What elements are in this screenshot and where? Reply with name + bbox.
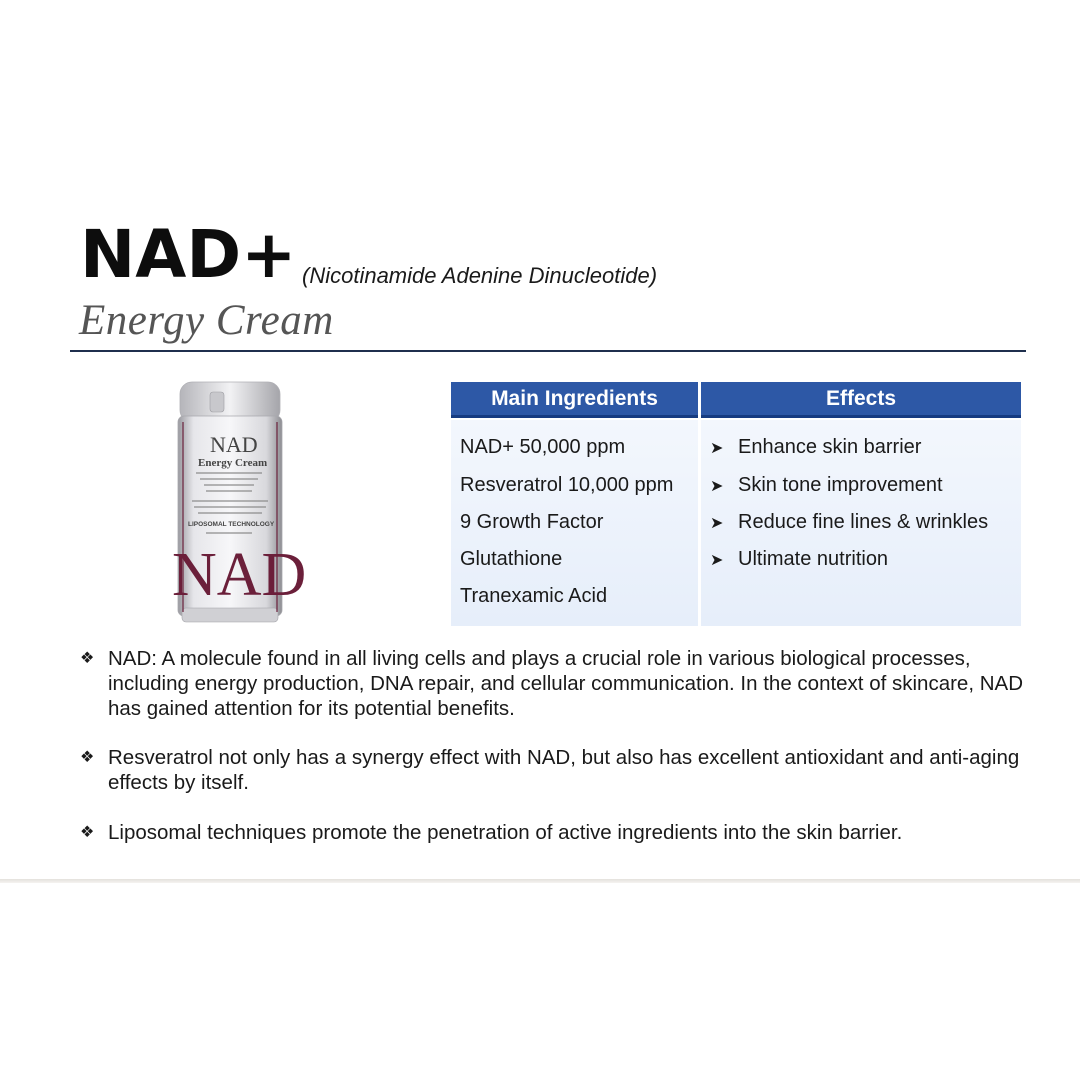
note-item [80, 820, 1030, 845]
ingredient-item: Glutathione [460, 548, 563, 570]
note-text: Resveratrol not only has a synergy effect with NAD, but also has excellent antioxidant and anti-aging effects by itself. [108, 746, 1020, 794]
arrowhead-icon: ➤ [710, 440, 724, 457]
effect-item: ➤ Skin tone improvement [710, 474, 943, 496]
note-text: NAD: A molecule found in all living cells and plays a crucial role in various biological processes, including energy production, DNA repair, and cellular communication. In the context of skincare, NAD has gained attention for its potential benefits. [108, 647, 1024, 720]
diamond-icon: ❖ [80, 824, 95, 841]
header-divider [70, 350, 1026, 352]
bottom-divider [0, 879, 1080, 883]
arrowhead-icon: ➤ [710, 515, 724, 532]
ingredient-item: Resveratrol 10,000 ppm [460, 474, 674, 496]
effect-item: ➤ Ultimate nutrition [710, 548, 889, 570]
page-title: NAD+ [80, 216, 297, 293]
bottle-technology-text: LIPOSOMAL TECHNOLOGY [188, 521, 275, 528]
effect-item: ➤ Enhance skin barrier [710, 436, 922, 458]
ingredients-column [451, 420, 698, 626]
effects-column [701, 420, 1021, 626]
ingredients-effects-table [451, 382, 1021, 626]
note-item [80, 745, 1030, 795]
effect-item: ➤ Reduce fine lines & wrinkles [710, 511, 989, 533]
diamond-icon: ❖ [80, 650, 95, 667]
diamond-icon: ❖ [80, 749, 95, 766]
arrowhead-icon: ➤ [710, 552, 724, 569]
product-bottle-image [170, 380, 307, 625]
note-item [80, 646, 1030, 721]
bottle-big-logo: NAD [172, 541, 307, 609]
page-subtitle: (Nicotinamide Adenine Dinucleotide) [302, 263, 658, 288]
note-text: Liposomal techniques promote the penetration of active ingredients into the skin barrier. [108, 821, 903, 844]
bottle-brand-text: NAD [210, 432, 258, 457]
effects-header: Effects [701, 382, 1021, 418]
ingredient-item: NAD+ 50,000 ppm [460, 436, 626, 458]
main-ingredients-header: Main Ingredients [451, 382, 698, 418]
ingredient-item: Tranexamic Acid [460, 585, 608, 607]
ingredient-item: 9 Growth Factor [460, 511, 604, 533]
product-name: Energy Cream [79, 297, 334, 344]
bottle-product-text: Energy Cream [198, 457, 268, 469]
arrowhead-icon: ➤ [710, 478, 724, 495]
